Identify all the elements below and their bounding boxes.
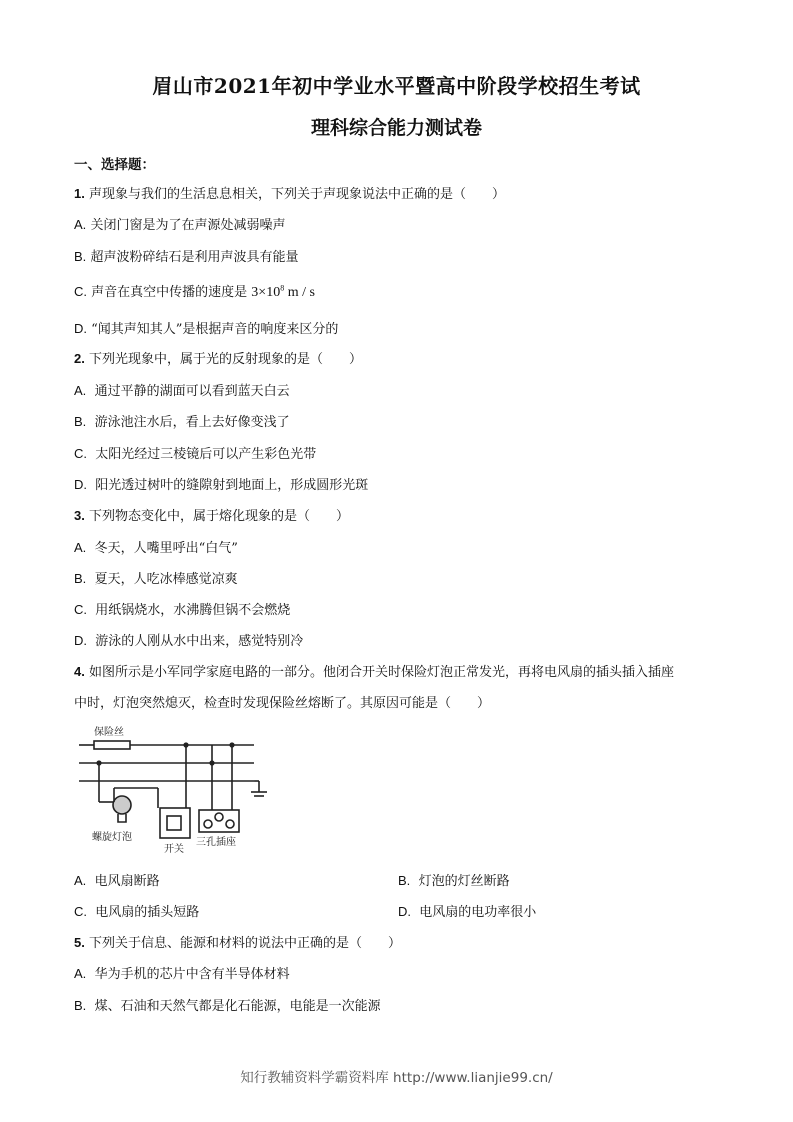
q4-number: 4.	[74, 664, 85, 679]
q3-stem	[74, 505, 349, 524]
option-text: 声音在真空中传播的速度是	[91, 285, 248, 300]
circuit-diagram	[74, 722, 274, 862]
option-text: 游泳池注水后，看上去好像变浅了	[94, 415, 290, 430]
speed-formula: $3\times 10^8$ m / s	[251, 283, 315, 300]
option-text: 夏天，人吃冰棒感觉凉爽	[94, 572, 238, 587]
option-letter: B.	[74, 998, 87, 1013]
q5-option-b[interactable]	[74, 995, 381, 1014]
option-text: 超声波粉碎结石是利用声波具有能量	[90, 250, 299, 265]
q4-option-a[interactable]	[74, 870, 160, 889]
q2-option-d[interactable]	[74, 474, 368, 493]
option-text: 电风扇的电功率很小	[419, 905, 537, 920]
exam-title: 眉山市2021年初中学业水平暨高中阶段学校招生考试	[152, 74, 641, 98]
option-text: 华为手机的芯片中含有半导体材料	[94, 967, 290, 982]
option-letter: C.	[74, 904, 87, 919]
q2-stem	[74, 348, 362, 367]
option-letter: C.	[74, 602, 87, 617]
q2-option-b[interactable]	[74, 411, 290, 430]
q4-stem-text: 如图所示是小军同学家庭电路的一部分。他闭合开关时保险灯泡正常发光，再将电风扇的插头插入插座	[88, 665, 674, 680]
option-letter: A.	[74, 383, 87, 398]
option-letter: C.	[74, 284, 87, 299]
option-text: 关闭门窗是为了在声源处减弱噪声	[90, 218, 286, 233]
option-text: 电风扇的插头短路	[95, 905, 200, 920]
q5-stem-text: 下列关于信息、能源和材料的说法中正确的是（ ）	[88, 936, 401, 951]
option-letter: B.	[74, 414, 87, 429]
q3-option-c[interactable]	[74, 599, 290, 618]
footer-watermark: 知行教辅资料学霸资料库 http://www.lianjie99.cn/	[240, 1070, 553, 1086]
q3-number: 3.	[74, 508, 85, 523]
exam-subtitle: 理科综合能力测试卷	[310, 117, 482, 139]
q1-option-a[interactable]	[74, 214, 285, 233]
option-letter: D.	[74, 633, 87, 648]
q1-number: 1.	[74, 186, 85, 201]
option-letter: B.	[398, 873, 411, 888]
q1-option-d[interactable]	[74, 318, 338, 337]
option-text: 煤、石油和天然气都是化石能源，电能是一次能源	[94, 999, 381, 1014]
option-letter: C.	[74, 446, 87, 461]
q1-option-c[interactable]	[74, 281, 315, 301]
socket-label: 三孔插座	[196, 837, 236, 848]
option-letter: D.	[74, 477, 87, 492]
q3-option-d[interactable]	[74, 630, 303, 649]
q3-option-a[interactable]	[74, 537, 238, 556]
q2-stem-text: 下列光现象中，属于光的反射现象的是（ ）	[88, 352, 362, 367]
option-letter: D.	[74, 321, 87, 336]
fuse-label: 保险丝	[94, 727, 124, 738]
q2-option-a[interactable]	[74, 380, 290, 399]
option-letter: A.	[74, 540, 87, 555]
option-text: 用纸锅烧水，水沸腾但锅不会燃烧	[95, 603, 291, 618]
q4-stem-line2: 中时，灯泡突然熄灭，检查时发现保险丝熔断了。其原因可能是（ ）	[74, 696, 491, 711]
bulb-label: 螺旋灯泡	[92, 832, 132, 843]
option-letter: A.	[74, 873, 87, 888]
section-heading: 一、选择题：	[74, 157, 155, 173]
q5-number: 5.	[74, 935, 85, 950]
q5-stem	[74, 932, 401, 951]
option-letter: A.	[74, 966, 87, 981]
q1-stem-text: 声现象与我们的生活息息相关，下列关于声现象说法中正确的是（ ）	[88, 187, 505, 202]
option-text: 游泳的人刚从水中出来，感觉特别冷	[95, 634, 304, 649]
option-letter: B.	[74, 249, 87, 264]
option-text: “闻其声知其人”是根据声音的响度来区分的	[91, 322, 339, 337]
option-text: 冬天，人嘴里呼出“白气”	[94, 541, 238, 556]
q5-option-a[interactable]	[74, 963, 290, 982]
q4-option-d[interactable]	[398, 901, 536, 920]
option-letter: A.	[74, 217, 87, 232]
switch-label: 开关	[164, 844, 184, 855]
q2-number: 2.	[74, 351, 85, 366]
option-text: 电风扇断路	[94, 874, 160, 889]
q4-stem-line1	[74, 661, 674, 680]
q1-option-b[interactable]	[74, 246, 298, 265]
option-text: 灯泡的灯丝断路	[418, 874, 510, 889]
option-letter: D.	[398, 904, 411, 919]
q3-stem-text: 下列物态变化中，属于熔化现象的是（ ）	[88, 509, 349, 524]
q4-option-b[interactable]	[398, 870, 510, 889]
q3-option-b[interactable]	[74, 568, 238, 587]
q4-option-c[interactable]	[74, 901, 199, 920]
q2-option-c[interactable]	[74, 443, 316, 462]
option-letter: B.	[74, 571, 87, 586]
option-text: 阳光透过树叶的缝隙射到地面上，形成圆形光斑	[95, 478, 369, 493]
q1-stem	[74, 183, 505, 202]
option-text: 通过平静的湖面可以看到蓝天白云	[94, 384, 290, 399]
option-text: 太阳光经过三棱镜后可以产生彩色光带	[95, 447, 317, 462]
